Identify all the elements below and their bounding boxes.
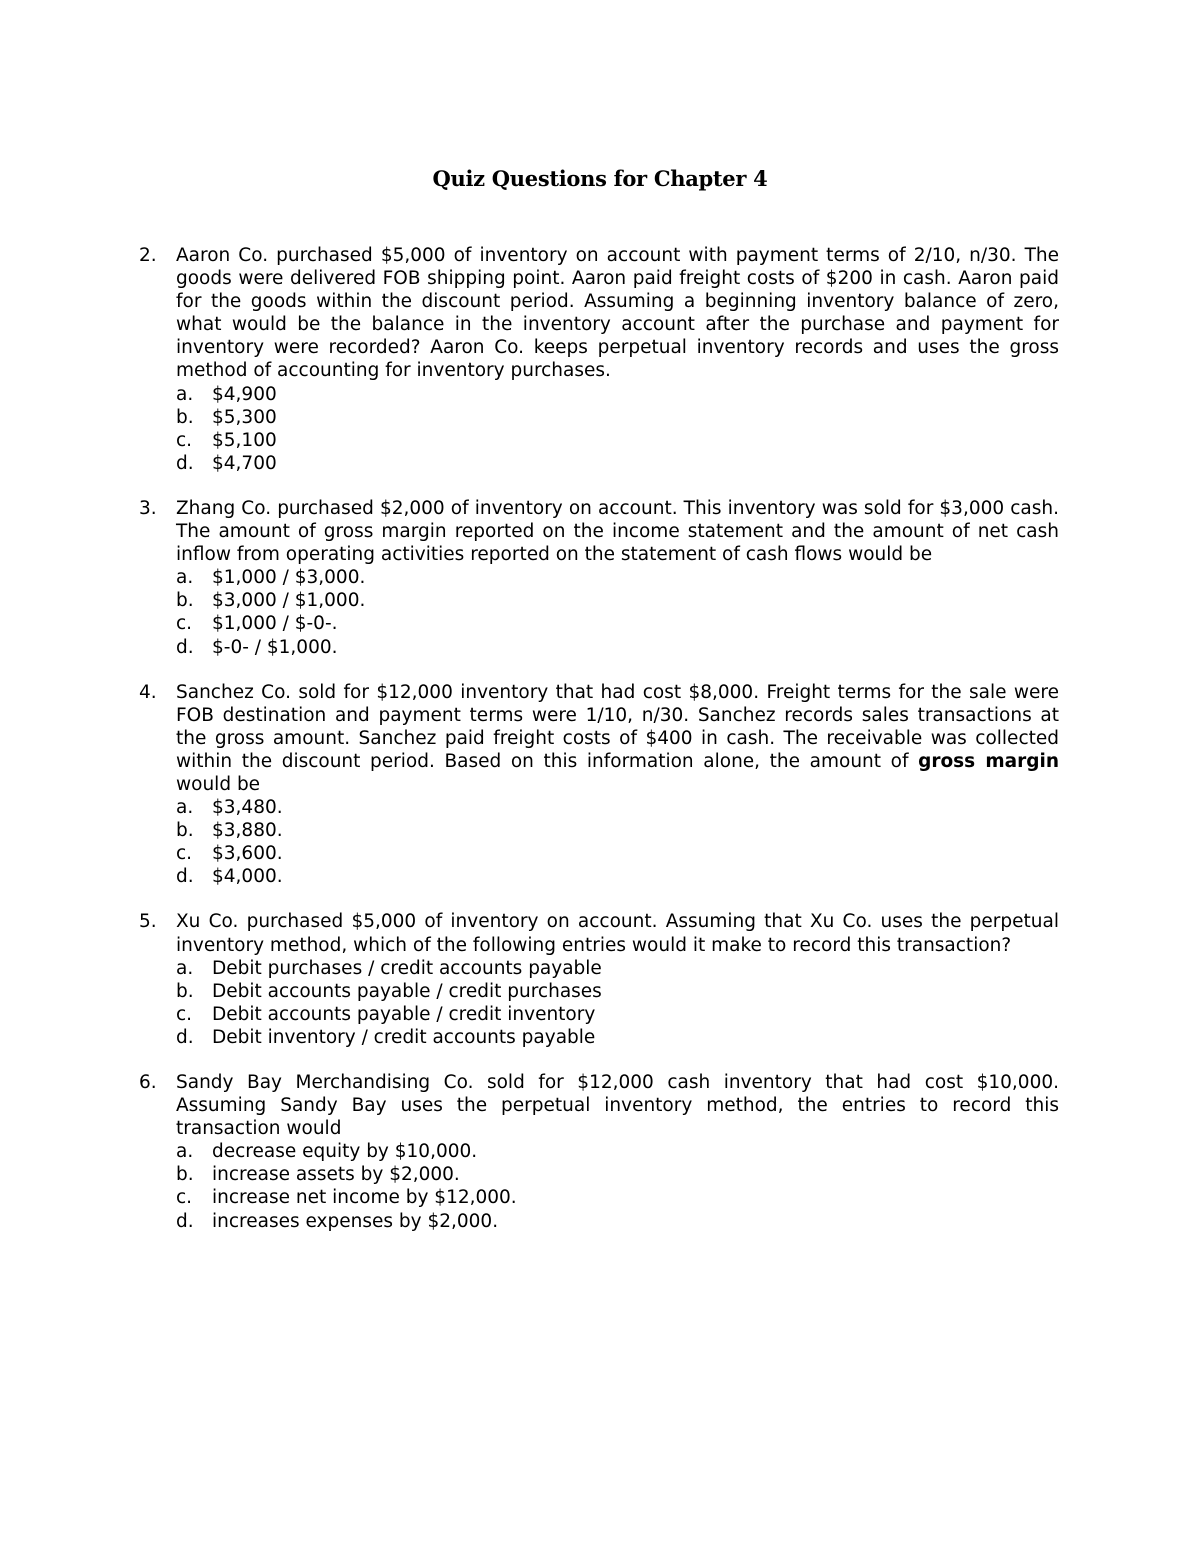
question-stem: Aaron Co. purchased $5,000 of inventory on account with payment terms of 2/10, n/30. The goods were delivered FOB shipping point. Aaron paid freight costs of $200 in cash. Aaron paid for the goods within the discount period. Assuming a beginning inventory balance of zero, what would be the balance in the inventory account after the purchase and payment for inventory were recorded? Aaron Co. keeps perpetual inventory records and uses the gross method of accounting for inventory purchases. [176, 245, 1059, 382]
answer-option [176, 1186, 1059, 1209]
option-letter: a. [176, 1141, 194, 1163]
answer-option [176, 1003, 1059, 1026]
question-number: 6. [139, 1072, 157, 1093]
answer-option [176, 1210, 1059, 1233]
option-letter: c. [176, 843, 193, 865]
option-text: $1,000 / $3,000. [212, 567, 366, 589]
option-letter: d. [176, 1026, 194, 1048]
option-text: Debit accounts payable / credit inventory [212, 1003, 596, 1025]
option-text: $3,000 / $1,000. [212, 590, 366, 612]
answer-option [176, 796, 1059, 819]
question-stem-emphasis: gross margin [918, 750, 1059, 772]
option-text: decrease equity by $10,000. [212, 1141, 478, 1163]
option-text: Debit purchases / credit accounts payable [212, 957, 602, 979]
answer-options [176, 957, 1059, 1049]
answer-option [176, 612, 1059, 635]
question-number: 3. [139, 497, 157, 519]
question-stem-lead: Sanchez Co. sold for $12,000 inventory that had cost $8,000. Freight terms for the sale were FOB destination and payment terms were 1/10, n/30. Sanchez records sales transactions at the gross amount. Sanchez paid freight costs of $400 in cash. The receivable was collected within the discount period. Based on this information alone, the amount of [176, 681, 1059, 772]
answer-option [176, 452, 1059, 475]
question-2 [139, 244, 1059, 475]
option-letter: d. [176, 452, 194, 474]
answer-option [176, 957, 1059, 980]
option-text: Debit accounts payable / credit purchases [212, 980, 602, 1002]
answer-option [176, 842, 1059, 865]
answer-option [176, 383, 1059, 406]
option-letter: c. [176, 1003, 193, 1025]
answer-option [176, 429, 1059, 452]
answer-options [176, 566, 1059, 658]
question-stem: Xu Co. purchased $5,000 of inventory on account. Assuming that Xu Co. uses the perpetual inventory method, which of the following entries would it make to record this transaction? [176, 911, 1059, 956]
option-text: $5,100 [212, 429, 277, 451]
answer-option [176, 980, 1059, 1003]
question-4 [139, 681, 1059, 889]
option-letter: a. [176, 957, 194, 979]
page-title: Quiz Questions for Chapter 4 [432, 166, 768, 191]
option-text: $1,000 / $-0-. [212, 613, 338, 635]
option-letter: c. [176, 429, 193, 451]
option-letter: a. [176, 383, 194, 405]
question-number: 2. [139, 245, 157, 266]
option-letter: d. [176, 866, 194, 888]
question-list [139, 244, 1059, 1255]
option-letter: d. [176, 1210, 194, 1232]
answer-option [176, 406, 1059, 429]
option-letter: b. [176, 1164, 194, 1186]
answer-options [176, 796, 1059, 888]
answer-option [176, 1163, 1059, 1186]
answer-options [176, 383, 1059, 475]
option-text: $-0- / $1,000. [212, 636, 338, 658]
option-text: $3,600. [212, 843, 283, 865]
option-letter: b. [176, 590, 194, 612]
question-number: 5. [139, 911, 157, 933]
option-text: $3,480. [212, 797, 283, 819]
option-text: $5,300 [212, 406, 277, 428]
option-letter: c. [176, 1187, 193, 1209]
option-text: increases expenses by $2,000. [212, 1210, 499, 1232]
answer-option [176, 865, 1059, 888]
option-text: $4,900 [212, 383, 277, 405]
answer-option [176, 819, 1059, 842]
option-text: Debit inventory / credit accounts payable [212, 1026, 596, 1048]
answer-option [176, 566, 1059, 589]
option-letter: d. [176, 636, 194, 658]
option-text: increase assets by $2,000. [212, 1164, 460, 1186]
question-stem: Sandy Bay Merchandising Co. sold for $12,000 cash inventory that had cost $10,000. Assuming Sandy Bay uses the perpetual inventory method, the entries to record this transaction would [176, 1072, 1059, 1140]
question-5 [139, 910, 1059, 1049]
question-stem-tail: would be [176, 773, 261, 795]
option-letter: a. [176, 797, 194, 819]
question-3 [139, 497, 1059, 659]
question-6 [139, 1071, 1059, 1233]
answer-options [176, 1140, 1059, 1232]
option-letter: a. [176, 567, 194, 589]
answer-option [176, 636, 1059, 659]
answer-option [176, 589, 1059, 612]
option-text: $3,880. [212, 820, 283, 842]
question-stem [176, 681, 1059, 796]
question-stem: Zhang Co. purchased $2,000 of inventory on account. This inventory was sold for $3,000 cash. The amount of gross margin reported on the income statement and the amount of net cash inflow from operating activities reported on the statement of cash flows would be [176, 497, 1059, 566]
option-letter: b. [176, 980, 194, 1002]
question-number: 4. [139, 681, 157, 703]
option-text: $4,700 [212, 452, 277, 474]
answer-option [176, 1140, 1059, 1163]
option-letter: b. [176, 820, 194, 842]
option-letter: c. [176, 613, 193, 635]
option-text: $4,000. [212, 866, 283, 888]
answer-option [176, 1026, 1059, 1049]
option-letter: b. [176, 406, 194, 428]
option-text: increase net income by $12,000. [212, 1187, 517, 1209]
